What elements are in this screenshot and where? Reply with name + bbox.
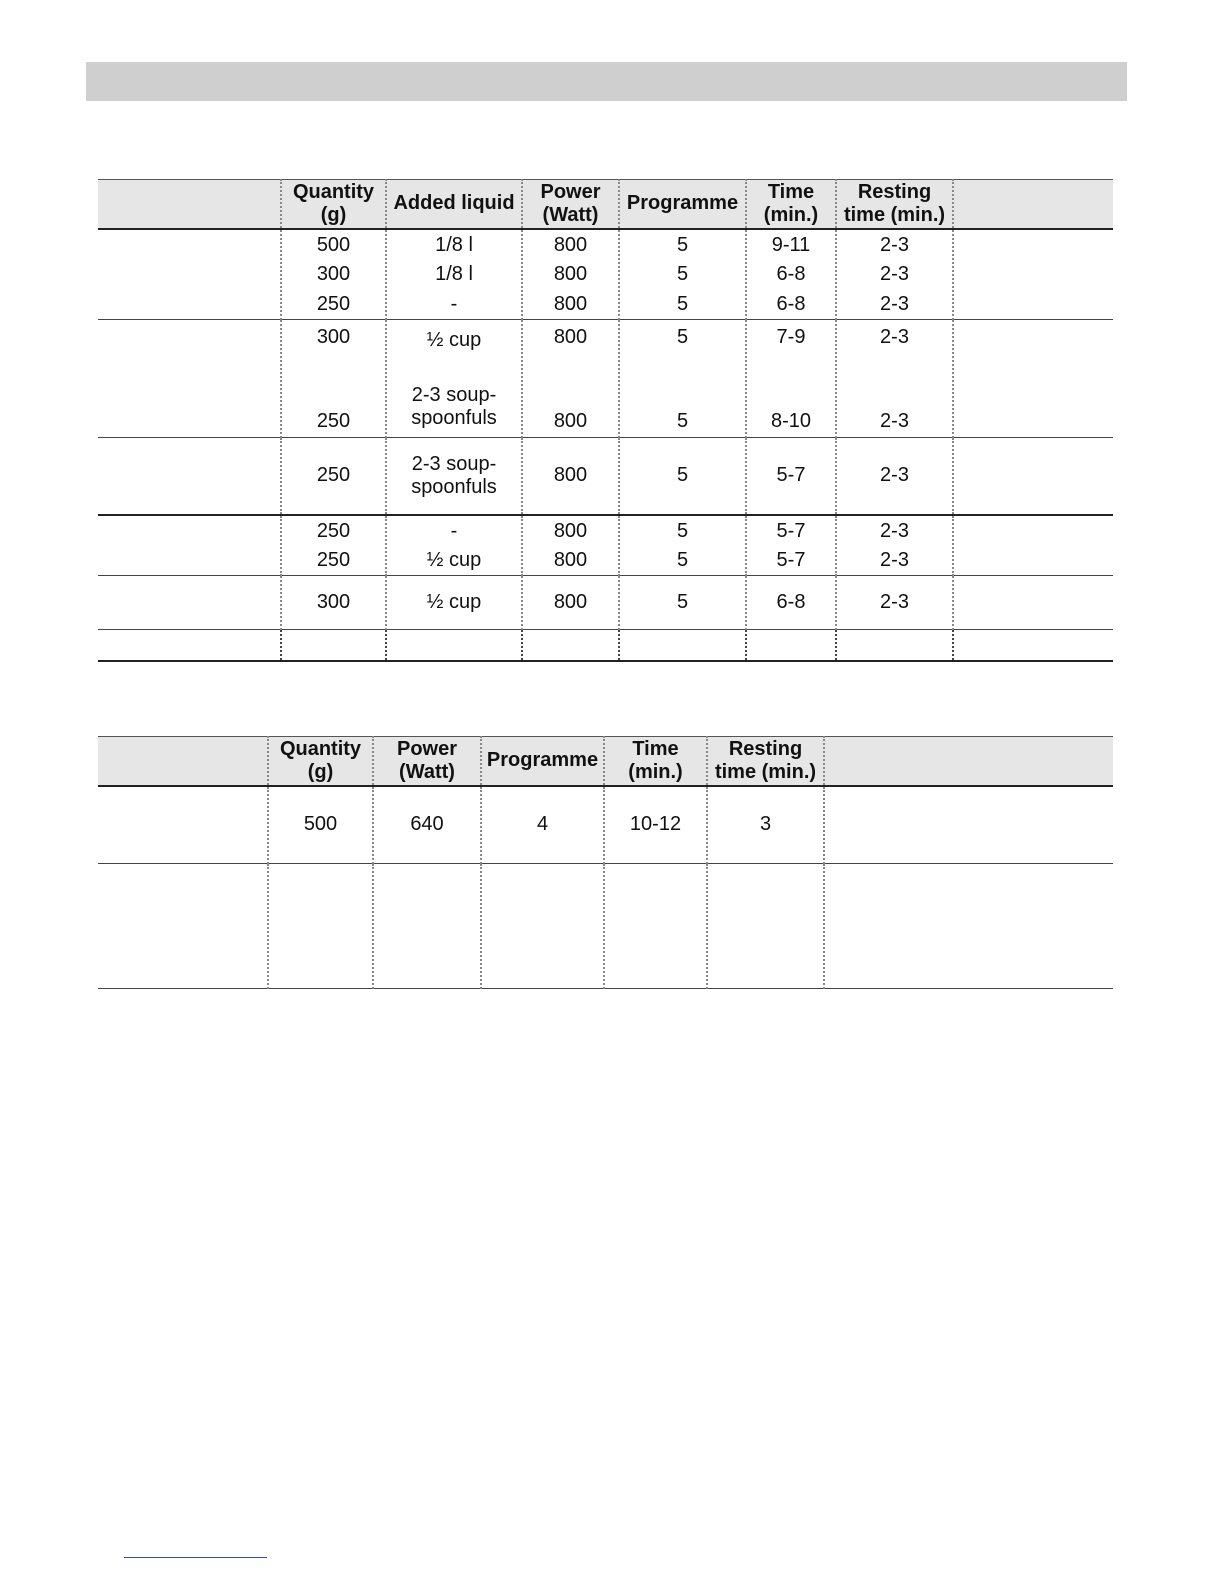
food-cell — [98, 437, 281, 515]
cell-text: 2-3 soup-spoonfuls — [411, 383, 497, 429]
time-cell: 10-12 — [604, 786, 707, 864]
cell-text: 5-7 — [776, 519, 806, 542]
time-cell: 6-8 — [746, 575, 836, 629]
cell-text: 5 — [676, 325, 689, 348]
programme-cell: 4 — [481, 786, 604, 864]
programme-cell — [619, 229, 746, 320]
quantity-cell — [281, 515, 386, 576]
cell-text: 5 — [676, 409, 689, 432]
resting-cell — [836, 319, 953, 437]
cell-text: 300 — [316, 263, 351, 285]
cell-text: 300 — [316, 325, 351, 348]
cell-text: 500 — [316, 233, 351, 256]
cell-text: ½ cup — [426, 328, 482, 351]
cell-text: 800 — [553, 325, 588, 348]
liquid-cell — [386, 229, 522, 320]
power-cell — [522, 515, 619, 576]
notes-cell — [953, 515, 1113, 576]
header-quantity: Quantity (g) — [281, 180, 386, 229]
quantity-cell: 300 — [281, 575, 386, 629]
time-cell — [604, 863, 707, 988]
programme-cell — [619, 515, 746, 576]
time-cell — [746, 319, 836, 437]
power-cell — [373, 863, 481, 988]
time-cell — [746, 229, 836, 320]
cell-text: 6-8 — [776, 292, 806, 315]
liquid-cell — [386, 515, 522, 576]
cell-text: 5-7 — [776, 549, 806, 571]
food-cell — [98, 575, 281, 629]
programme-cell — [619, 629, 746, 661]
cell-text: 250 — [316, 519, 351, 542]
cell-text: 800 — [553, 549, 588, 571]
header-food — [98, 737, 268, 786]
resting-cell — [836, 629, 953, 661]
food-cell — [98, 629, 281, 661]
cell-text: 9-11 — [771, 233, 811, 256]
cell-text: 250 — [316, 549, 351, 571]
cell-text: 5 — [676, 519, 689, 542]
cell-text: 800 — [553, 263, 588, 285]
cell-text: - — [450, 519, 458, 542]
resting-cell — [836, 229, 953, 320]
notes-cell — [953, 629, 1113, 661]
cell-text: 800 — [553, 409, 588, 432]
time-cell — [746, 515, 836, 576]
cell-text: 800 — [553, 292, 588, 315]
cell-text: - — [450, 292, 458, 315]
power-cell — [522, 229, 619, 320]
cell-text: 1/8 l — [435, 263, 473, 285]
table-row — [98, 786, 1113, 864]
food-cell — [98, 786, 268, 864]
programme-cell — [481, 863, 604, 988]
cooking-table-1 — [98, 179, 1113, 662]
header-power: Power (Watt) — [373, 737, 481, 786]
food-cell — [98, 515, 281, 576]
resting-cell: 2-3 — [836, 575, 953, 629]
power-cell — [522, 629, 619, 661]
cell-text: 2-3 — [880, 233, 909, 256]
header-power: Power (Watt) — [522, 180, 619, 229]
header-resting-time: Resting time (min.) — [836, 180, 953, 229]
food-cell — [98, 229, 281, 320]
cell-text: 5 — [676, 263, 689, 285]
resting-cell: 2-3 — [836, 437, 953, 515]
cell-text: 2-3 — [880, 292, 909, 315]
table-row-group-1 — [98, 229, 1113, 320]
header-added-liquid: Added liquid — [386, 180, 522, 229]
cell-text: 2-3 soup-spoonfuls — [411, 452, 497, 498]
cell-text: 8-10 — [770, 409, 812, 432]
cell-text: 800 — [553, 519, 588, 542]
table-row-group-2 — [98, 319, 1113, 437]
cell-text: 1/8 l — [435, 233, 473, 256]
table-row-group-5 — [98, 575, 1113, 629]
power-cell: 800 — [522, 575, 619, 629]
header-programme: Programme — [481, 737, 604, 786]
quantity-cell: 250 — [281, 437, 386, 515]
notes-cell — [953, 437, 1113, 515]
cell-text: 800 — [553, 233, 588, 256]
programme-cell: 5 — [619, 437, 746, 515]
liquid-cell — [386, 629, 522, 661]
cell-text: 2-3 — [880, 519, 909, 542]
liquid-cell — [386, 319, 522, 437]
programme-cell: 5 — [619, 575, 746, 629]
cell-text: 5 — [676, 292, 689, 315]
notes-cell — [953, 319, 1113, 437]
resting-cell — [836, 515, 953, 576]
header-resting-time: Resting time (min.) — [707, 737, 824, 786]
table-row-empty — [98, 629, 1113, 661]
food-cell — [98, 319, 281, 437]
power-cell: 800 — [522, 437, 619, 515]
notes-cell — [953, 575, 1113, 629]
header-time: Time (min.) — [746, 180, 836, 229]
notes-cell — [824, 863, 1113, 988]
quantity-cell — [281, 319, 386, 437]
cell-text: 2-3 — [880, 549, 909, 571]
quantity-cell — [268, 863, 373, 988]
liquid-cell — [386, 437, 522, 515]
programme-cell — [619, 319, 746, 437]
footer-link-underline — [124, 1557, 267, 1558]
header-quantity: Quantity (g) — [268, 737, 373, 786]
quantity-cell: 500 — [268, 786, 373, 864]
header-food — [98, 180, 281, 229]
quantity-cell — [281, 629, 386, 661]
cell-text: 2-3 — [880, 263, 909, 285]
table-row-empty — [98, 863, 1113, 988]
header-time: Time (min.) — [604, 737, 707, 786]
table-row-group-3 — [98, 437, 1113, 515]
cell-text: 2-3 — [880, 409, 909, 432]
quantity-cell — [281, 229, 386, 320]
cell-text: 6-8 — [776, 263, 806, 285]
cooking-table-2 — [98, 736, 1113, 989]
food-cell — [98, 863, 268, 988]
header-notes — [953, 180, 1113, 229]
section-header-bar — [86, 62, 1127, 101]
cell-text: 7-9 — [776, 325, 806, 348]
notes-cell — [953, 229, 1113, 320]
cell-text: 2-3 — [880, 325, 909, 348]
resting-cell — [707, 863, 824, 988]
resting-cell: 3 — [707, 786, 824, 864]
cell-text: 250 — [316, 409, 351, 432]
cell-text: 5 — [676, 233, 689, 256]
time-cell — [746, 629, 836, 661]
header-notes — [824, 737, 1113, 786]
table-row-group-4 — [98, 515, 1113, 576]
cell-text: ½ cup — [426, 549, 482, 571]
header-programme: Programme — [619, 180, 746, 229]
time-cell: 5-7 — [746, 437, 836, 515]
cell-text: 250 — [316, 292, 351, 315]
liquid-cell: ½ cup — [386, 575, 522, 629]
cell-text: 5 — [676, 549, 689, 571]
power-cell: 640 — [373, 786, 481, 864]
power-cell — [522, 319, 619, 437]
notes-cell — [824, 786, 1113, 864]
